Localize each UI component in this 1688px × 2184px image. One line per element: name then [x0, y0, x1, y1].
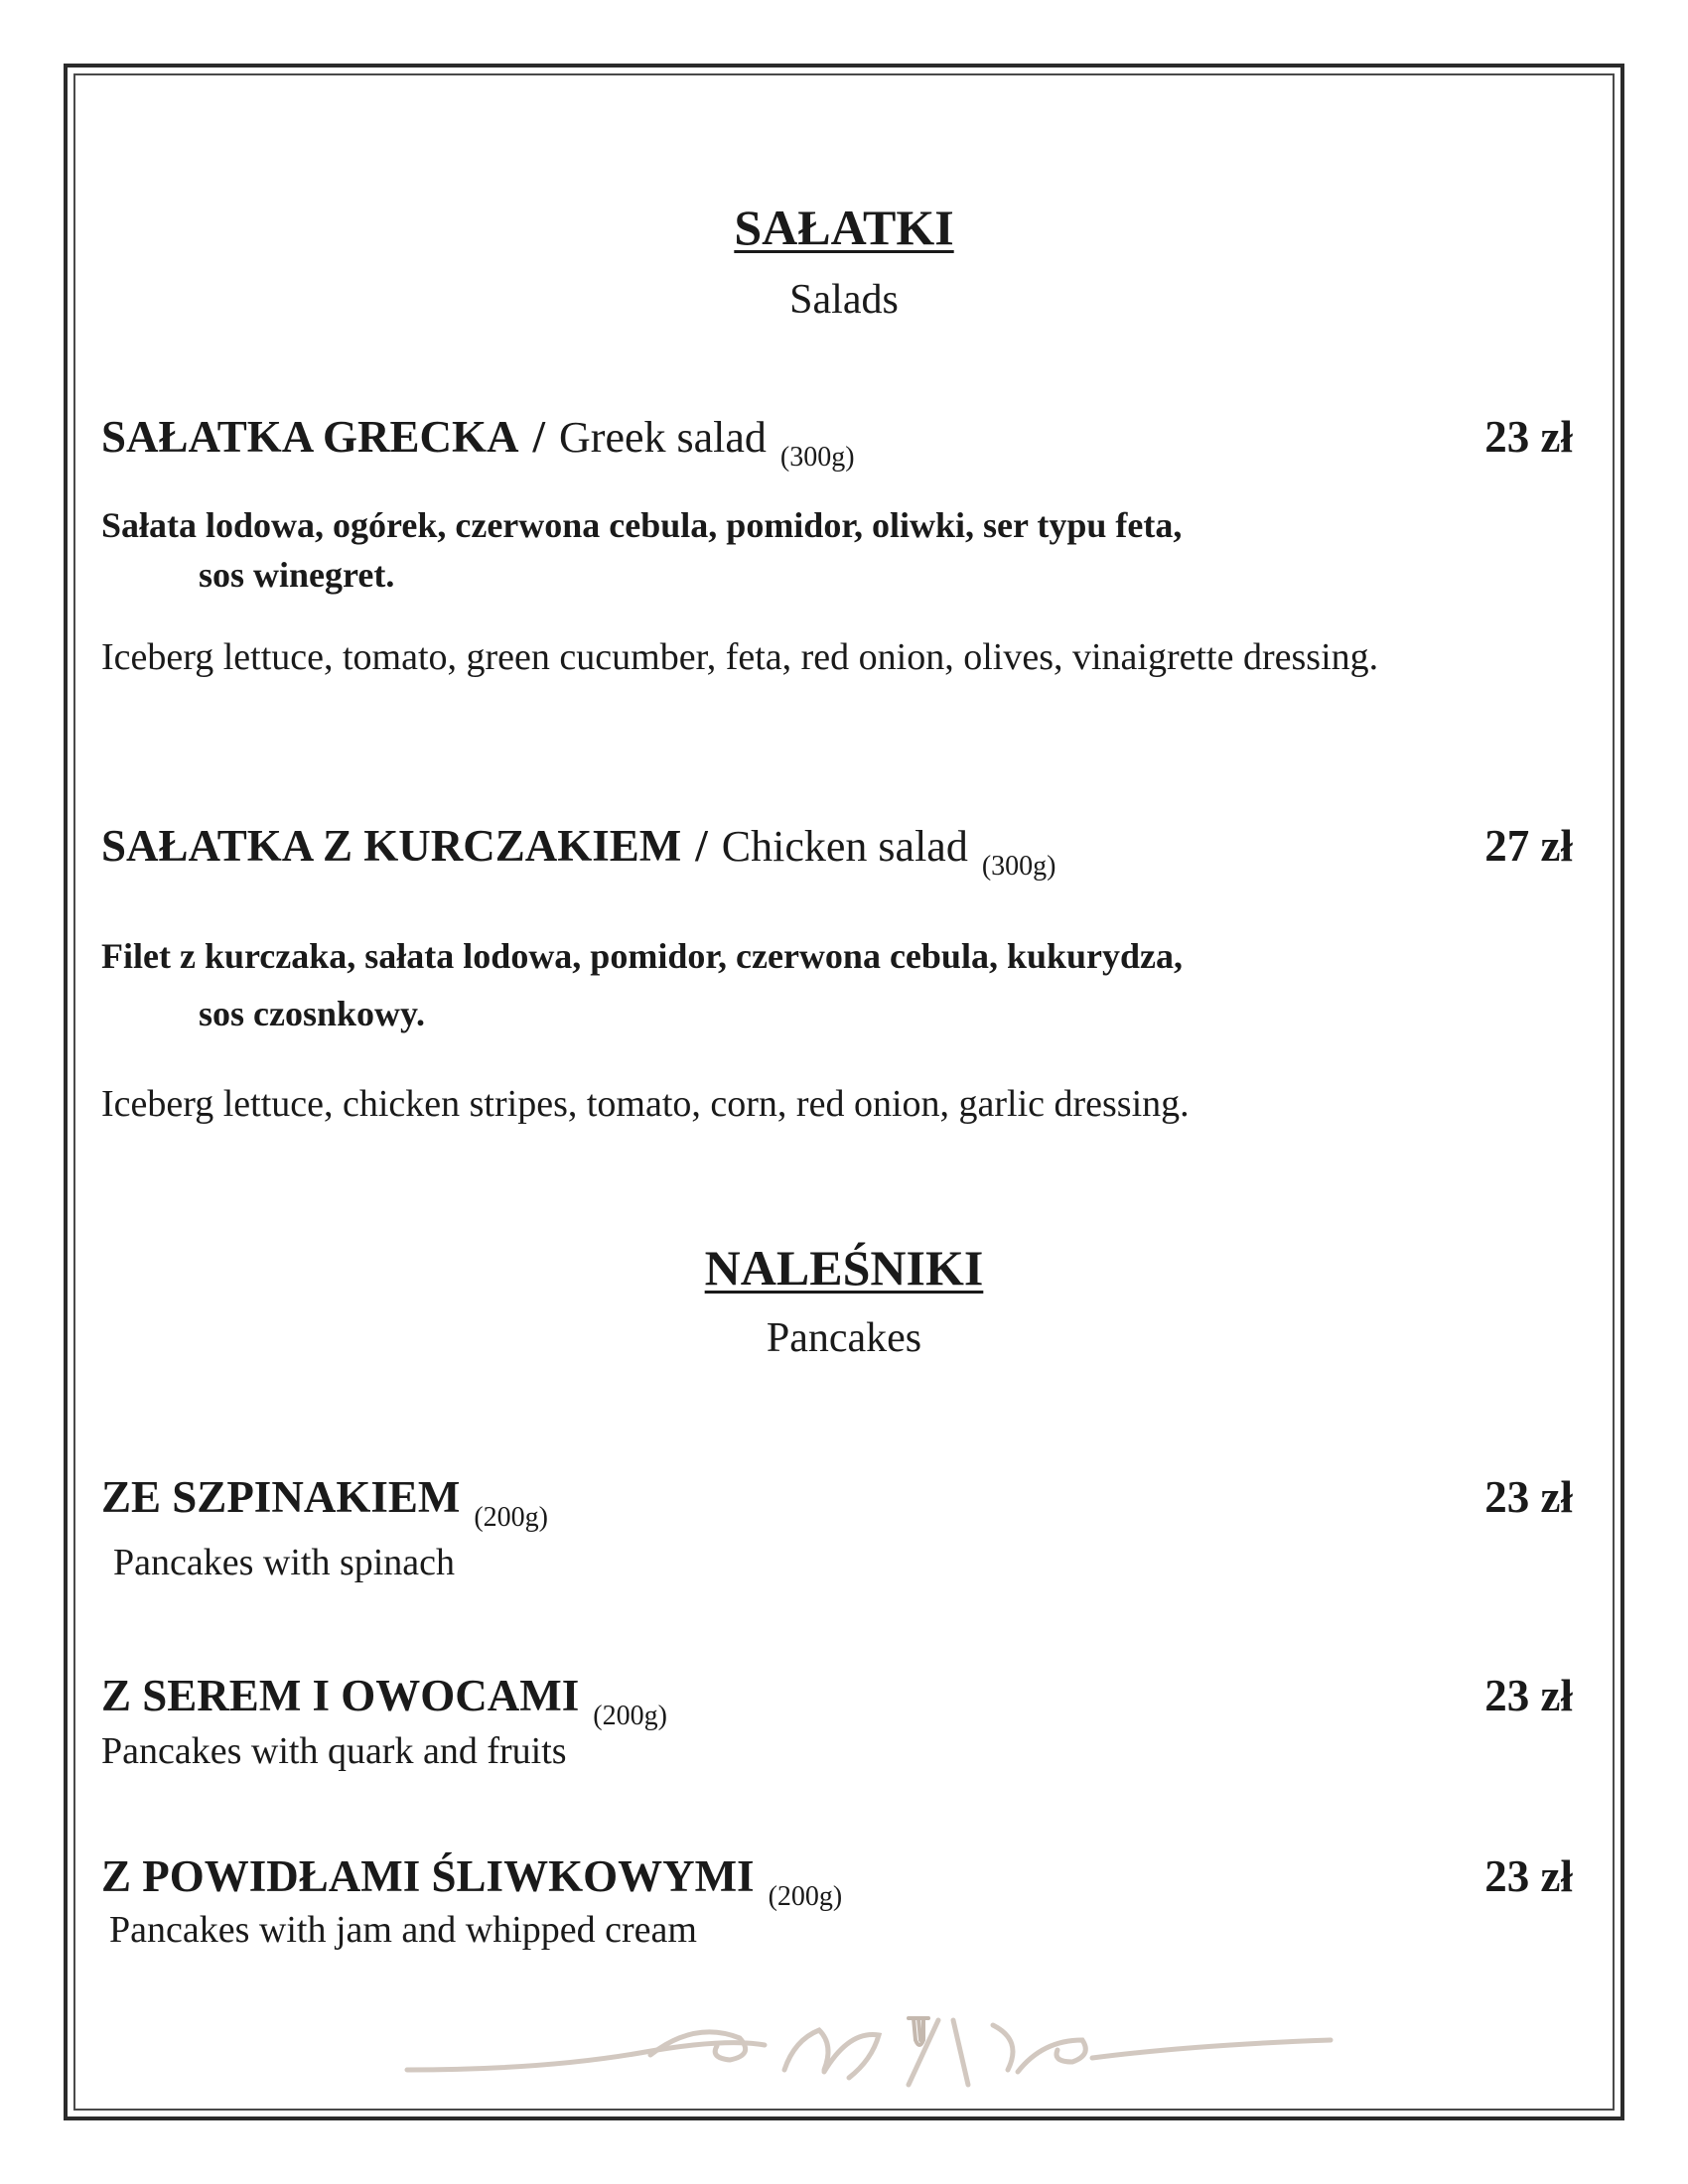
item-name: SAŁATKA Z KURCZAKIEM	[101, 821, 682, 871]
item-name-en: Greek salad	[559, 413, 767, 462]
menu-item-spinach-pancakes	[101, 1471, 1573, 1533]
item-ingredients-pl: Sałata lodowa, ogórek, czerwona cebula, pomidor, oliwki, ser typu feta,	[101, 505, 1183, 545]
item-description-en: Pancakes with quark and fruits	[101, 1730, 567, 1772]
menu-item-quark-pancakes	[101, 1670, 1573, 1731]
item-ingredients-en: Iceberg lettuce, tomato, green cucumber, feta, red onion, olives, vinaigrette dressing.	[101, 636, 1379, 678]
separator: /	[695, 821, 708, 871]
item-description-en: Pancakes with jam and whipped cream	[109, 1909, 697, 1951]
item-description-en: Pancakes with spinach	[113, 1542, 456, 1583]
item-ingredients-pl-cont: sos winegret.	[199, 555, 395, 595]
section-title-nalesniki: NALEŚNIKI	[704, 1240, 984, 1296]
item-price: 23 zł	[1484, 412, 1573, 462]
menu-item-greek-salad	[101, 411, 1573, 473]
item-name: ZE SZPINAKIEM	[101, 1472, 461, 1522]
item-name-en: Chicken salad	[721, 822, 968, 871]
item-weight: (300g)	[779, 442, 855, 473]
item-ingredients-pl-cont: sos czosnkowy.	[199, 994, 426, 1033]
item-name: Z POWIDŁAMI ŚLIWKOWYMI	[101, 1851, 755, 1901]
item-weight: (200g)	[768, 1881, 843, 1912]
item-weight: (300g)	[981, 851, 1056, 882]
item-name: Z SEREM I OWOCAMI	[101, 1671, 580, 1720]
separator: /	[532, 412, 546, 462]
item-weight: (200g)	[474, 1502, 548, 1533]
item-price: 27 zł	[1484, 821, 1573, 871]
menu-item-plum-jam-pancakes	[101, 1850, 1573, 1912]
item-ingredients-pl: Filet z kurczaka, sałata lodowa, pomidor, czerwona cebula, kukurydza,	[101, 936, 1184, 976]
item-ingredients-en: Iceberg lettuce, chicken stripes, tomato, corn, red onion, garlic dressing.	[101, 1083, 1190, 1125]
item-name: SAŁATKA GRECKA	[101, 412, 519, 462]
section-subtitle-pancakes: Pancakes	[766, 1315, 922, 1361]
section-title-salatki: SAŁATKI	[734, 200, 954, 255]
item-weight: (200g)	[593, 1701, 667, 1731]
section-subtitle-salads: Salads	[789, 277, 899, 323]
item-price: 23 zł	[1484, 1851, 1573, 1901]
cutlery-flourish-icon	[397, 2000, 1340, 2090]
item-price: 23 zł	[1484, 1472, 1573, 1522]
menu-item-chicken-salad	[101, 820, 1573, 882]
item-price: 23 zł	[1484, 1671, 1573, 1720]
